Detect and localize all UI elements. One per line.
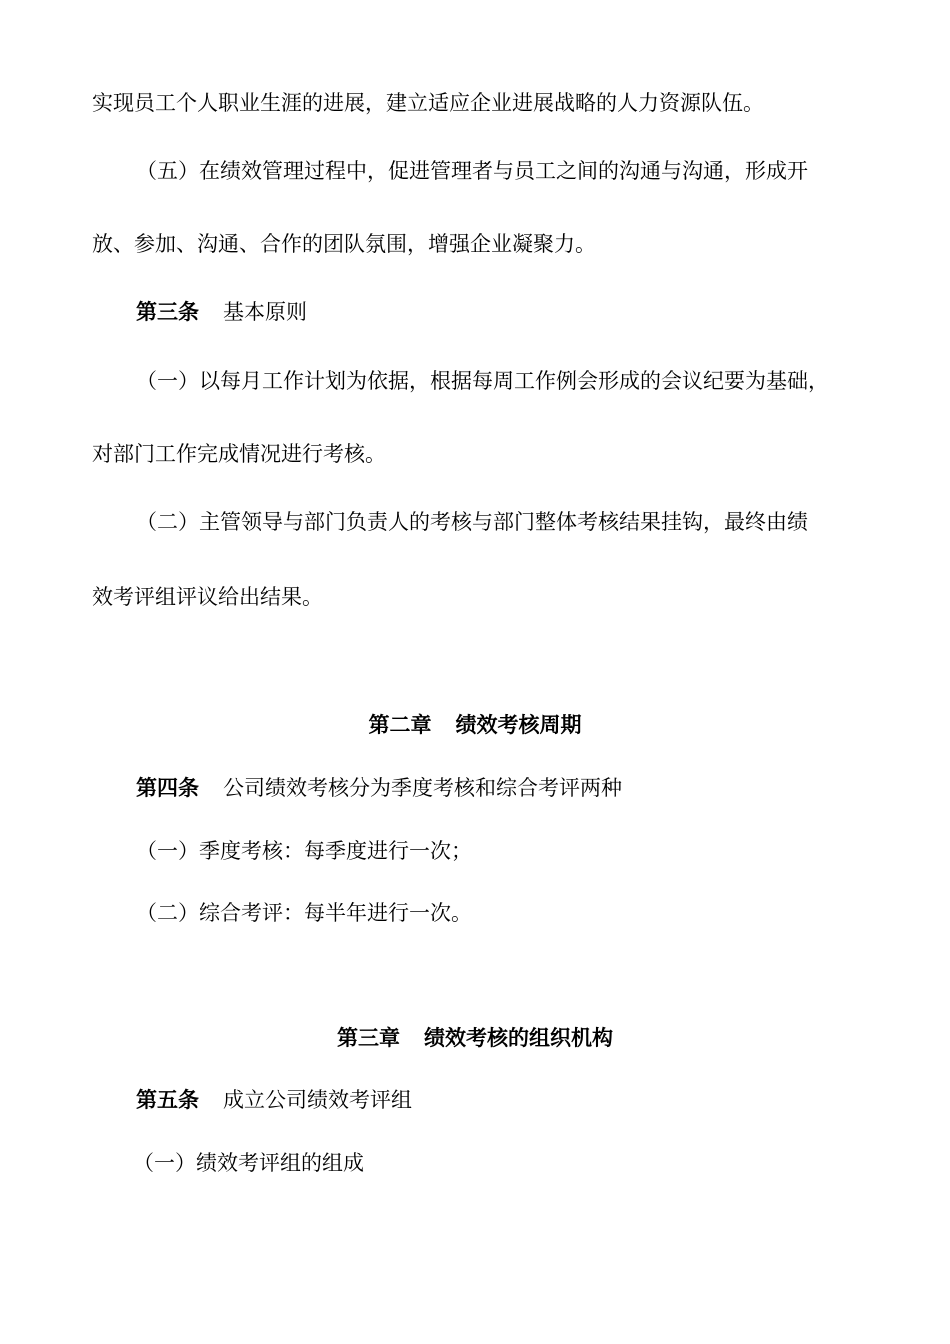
list-item: （二）综合考评：每半年进行一次。 [136,901,472,925]
chapter-label: 第二章 [368,712,432,737]
article-label: 第四条 [136,775,199,800]
list-item: （一）季度考核：每季度进行一次； [136,839,472,863]
paragraph-line: （二）主管领导与部门负责人的考核与部门整体考核结果挂钩，最终由绩 [136,510,808,534]
article-title: 成立公司绩效考评组 [223,1088,412,1112]
chapter-label: 第三章 [337,1025,400,1050]
chapter-title: 绩效考核周期 [455,712,582,737]
article-label: 第三条 [136,299,199,324]
list-item: （一）绩效考评组的组成 [133,1151,364,1175]
article-heading [136,1087,412,1113]
paragraph-line: 对部门工作完成情况进行考核。 [92,442,386,466]
paragraph-line: 实现员工个人职业生涯的进展，建立适应企业进展战略的人力资源队伍。 [92,91,764,115]
chapter-heading [0,1025,950,1051]
chapter-title: 绩效考核的组织机构 [424,1025,613,1050]
paragraph-line: 放、参加、沟通、合作的团队氛围，增强企业凝聚力。 [92,232,596,256]
paragraph-line: （五）在绩效管理过程中，促进管理者与员工之间的沟通与沟通，形成开 [136,159,808,183]
article-title: 公司绩效考核分为季度考核和综合考评两种 [223,776,622,800]
article-heading [136,775,622,801]
article-title: 基本原则 [223,300,307,324]
paragraph-line: （一）以每月工作计划为依据，根据每周工作例会形成的会议纪要为基础， [136,369,829,393]
article-heading [136,299,307,325]
paragraph-line: 效考评组评议给出结果。 [92,585,323,609]
article-label: 第五条 [136,1087,199,1112]
chapter-heading [0,712,950,738]
